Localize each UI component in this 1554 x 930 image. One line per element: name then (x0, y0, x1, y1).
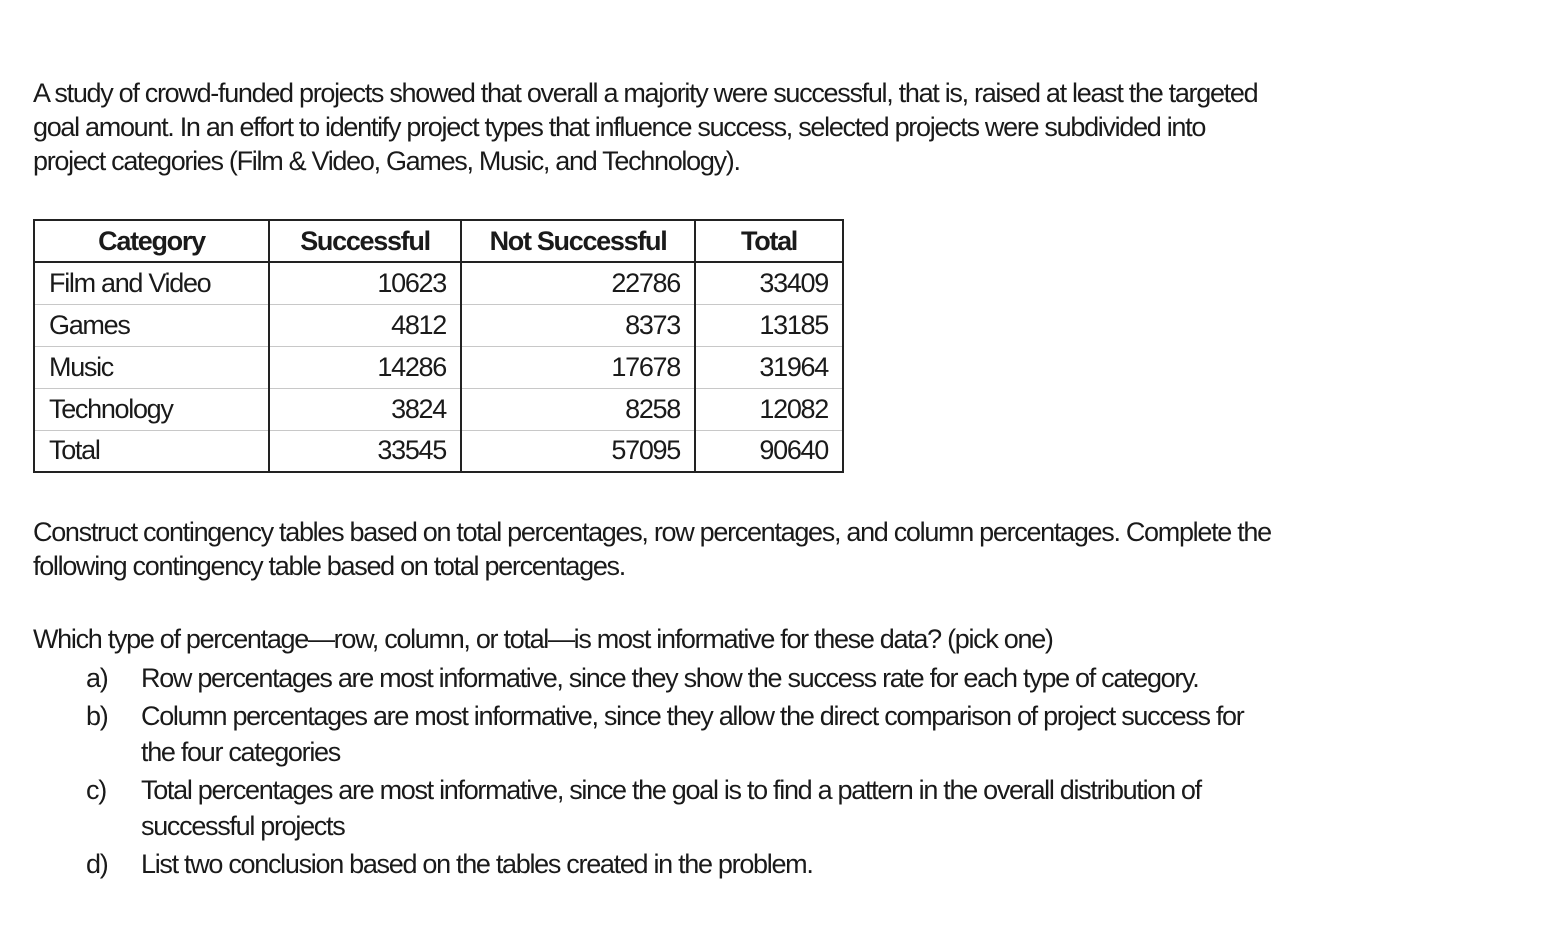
intro-line: project categories (Film & Video, Games, Music, and Technology). (33, 146, 740, 176)
cell-total: 90640 (695, 430, 843, 472)
cell-total: 31964 (695, 346, 843, 388)
intro-line: goal amount. In an effort to identify project types that influence success, selected projects were subdivided into (33, 112, 1206, 142)
cell-successful: 10623 (269, 262, 461, 304)
table-total-row (34, 430, 843, 472)
cell-not-successful: 8373 (461, 304, 695, 346)
option-c (86, 772, 1281, 844)
cell-total: 13185 (695, 304, 843, 346)
option-marker: b) (86, 701, 108, 731)
table-header-row (34, 220, 843, 262)
construct-line: Construct contingency tables based on total percentages, row percentages, and column percentages. Complete the (33, 517, 1271, 547)
data-table (33, 219, 844, 473)
intro-paragraph (33, 76, 1257, 178)
option-text: List two conclusion based on the tables created in the problem. (141, 849, 813, 879)
cell-not-successful: 8258 (461, 388, 695, 430)
cell-category: Technology (34, 388, 269, 430)
header-successful: Successful (269, 220, 461, 262)
cell-total: 12082 (695, 388, 843, 430)
option-d (86, 846, 1281, 882)
table-row (34, 304, 843, 346)
table-row (34, 262, 843, 304)
header-not-successful: Not Successful (461, 220, 695, 262)
option-a (86, 660, 1281, 696)
cell-category: Games (34, 304, 269, 346)
cell-successful: 3824 (269, 388, 461, 430)
header-category: Category (34, 220, 269, 262)
cell-not-successful: 17678 (461, 346, 695, 388)
cell-category: Total (34, 430, 269, 472)
option-text: Total percentages are most informative, since the goal is to find a pattern in the overall distribution of successful projects (141, 775, 1201, 841)
table-row (34, 346, 843, 388)
table-row (34, 388, 843, 430)
cell-successful: 33545 (269, 430, 461, 472)
construct-paragraph (33, 515, 1271, 583)
option-marker: d) (86, 849, 108, 879)
cell-category: Music (34, 346, 269, 388)
cell-not-successful: 22786 (461, 262, 695, 304)
header-total: Total (695, 220, 843, 262)
option-text: Row percentages are most informative, since they show the success rate for each type of category. (141, 663, 1199, 693)
intro-line: A study of crowd-funded projects showed that overall a majority were successful, that is, raised at least the targeted (33, 78, 1258, 108)
option-marker: c) (86, 775, 106, 805)
cell-category: Film and Video (34, 262, 269, 304)
option-text: Column percentages are most informative, since they allow the direct comparison of project success for the four categories (141, 701, 1244, 767)
cell-not-successful: 57095 (461, 430, 695, 472)
question-text: Which type of percentage—row, column, or total—is most informative for these data? (pick one) (33, 624, 1053, 654)
cell-successful: 4812 (269, 304, 461, 346)
construct-line: following contingency table based on total percentages. (33, 551, 625, 581)
option-b (86, 698, 1281, 770)
answer-options (86, 660, 1281, 884)
cell-successful: 14286 (269, 346, 461, 388)
cell-total: 33409 (695, 262, 843, 304)
option-marker: a) (86, 663, 108, 693)
